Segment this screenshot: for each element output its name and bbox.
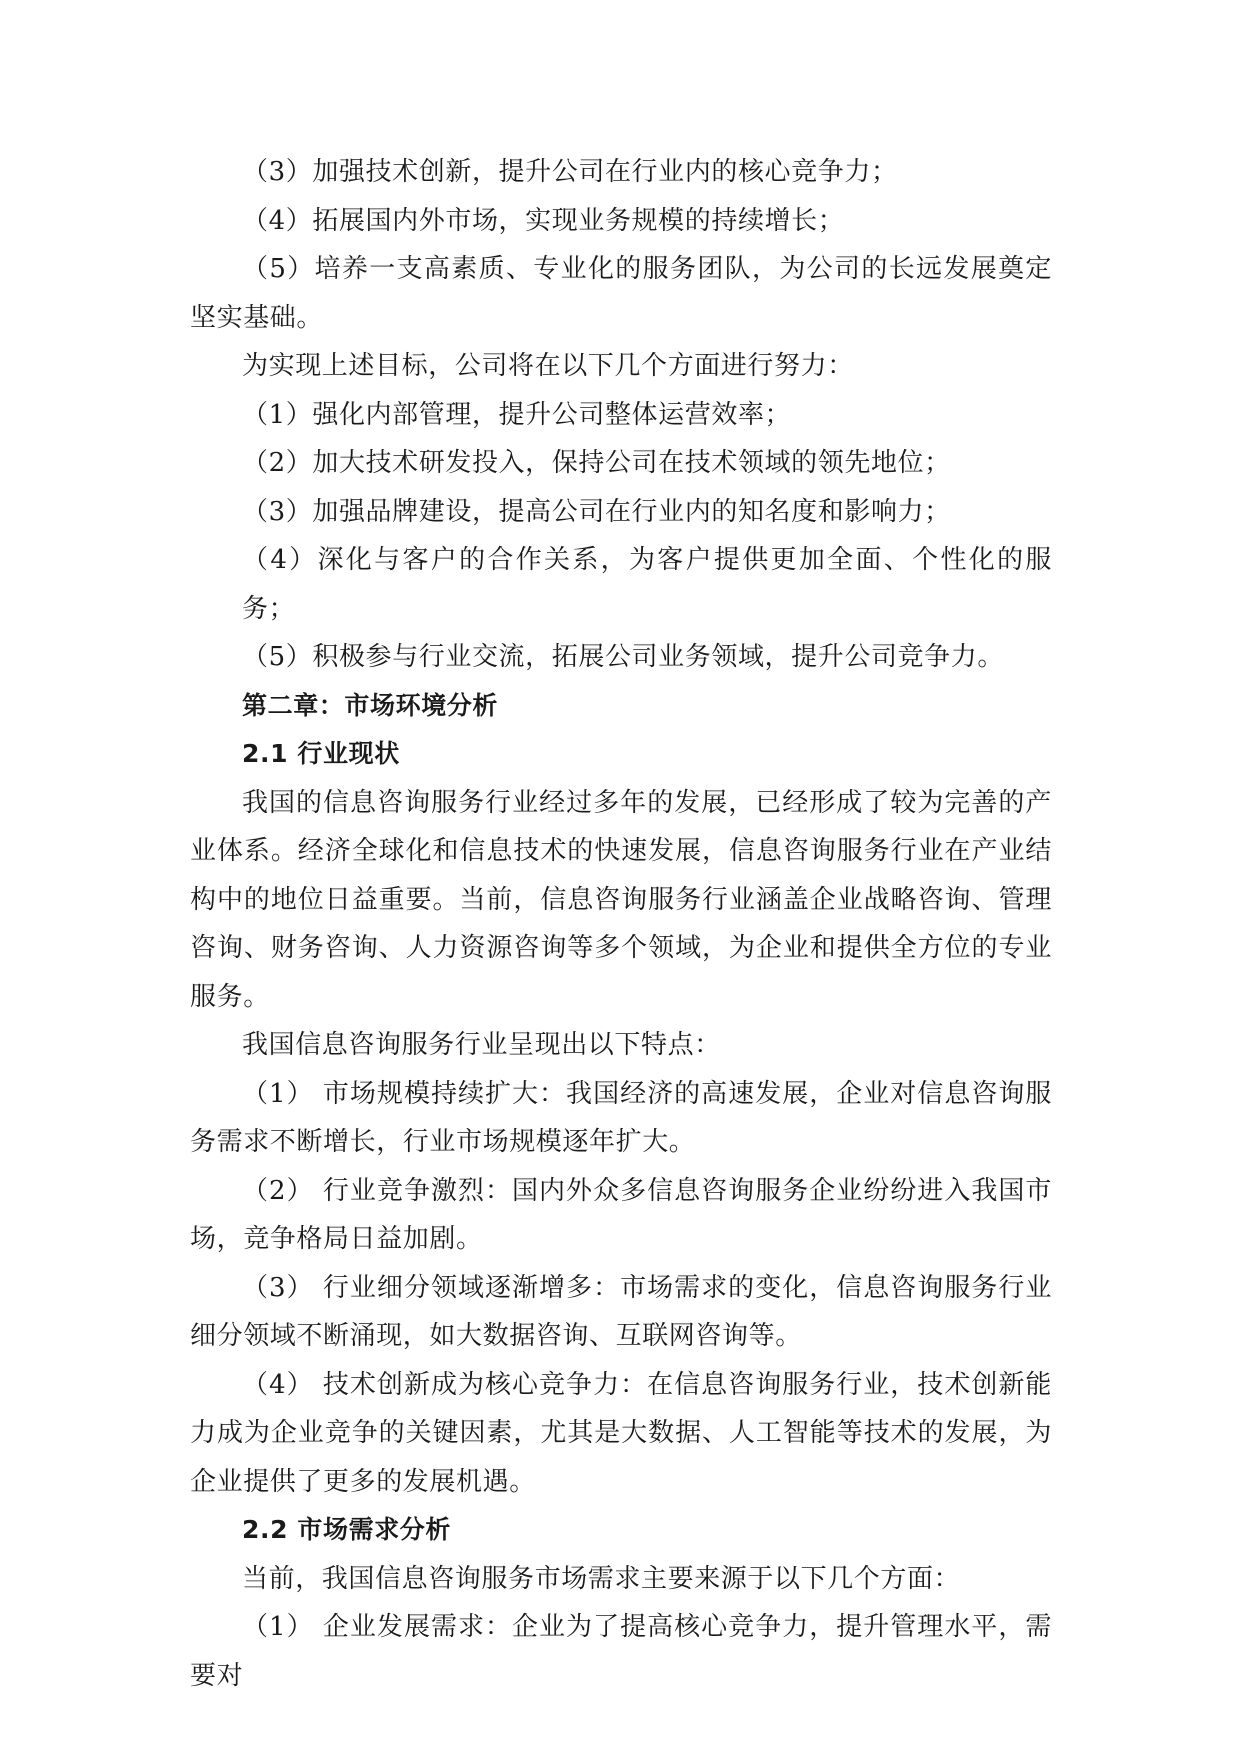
goal-item-5: （5）培养一支高素质、专业化的服务团队，为公司的长远发展奠定坚实基础。 <box>190 254 1052 333</box>
goal-item-4: （4）拓展国内外市场，实现业务规模的持续增长； <box>242 205 845 236</box>
chapter-title: 第二章：市场环境分析 <box>242 690 499 720</box>
document-body <box>190 148 1052 1700</box>
feature-item-3: （3） 行业细分领域逐渐增多：市场需求的变化，信息咨询服务行业细分领域不断涌现，如大数据咨询、互联网咨询等。 <box>190 1272 1052 1351</box>
section-2-1-title: 2.1 行业现状 <box>242 739 400 768</box>
section-2-1-paragraph: 我国的信息咨询服务行业经过多年的发展，已经形成了较为完善的产业体系。经济全球化和信息技术的快速发展，信息咨询服务行业在产业结构中的地位日益重要。当前，信息咨询服务行业涵盖企业战略咨询、管理咨询、财务咨询、人力资源咨询等多个领域，为企业和提供全方位的专业服务。 <box>190 787 1052 1012</box>
effort-item-5: （5）积极参与行业交流，拓展公司业务领域，提升公司竞争力。 <box>242 642 1004 672</box>
efforts-intro: 为实现上述目标，公司将在以下几个方面进行努力： <box>242 351 854 381</box>
effort-item-4: （4）深化与客户的合作关系，为客户提供更加全面、个性化的服务； <box>242 545 1052 624</box>
effort-item-3: （3）加强品牌建设，提高公司在行业内的知名度和影响力； <box>242 496 951 527</box>
effort-item-2: （2）加大技术研发投入，保持公司在技术领域的领先地位； <box>242 448 951 478</box>
feature-item-1: （1） 市场规模持续扩大：我国经济的高速发展，企业对信息咨询服务需求不断增长，行业市场规模逐年扩大。 <box>190 1078 1052 1157</box>
features-intro: 我国信息咨询服务行业呈现出以下特点： <box>242 1030 721 1060</box>
section-2-2-intro: 当前，我国信息咨询服务市场需求主要来源于以下几个方面： <box>242 1563 961 1594</box>
effort-item-1: （1）强化内部管理，提升公司整体运营效率； <box>242 399 792 430</box>
demand-item-1: （1） 企业发展需求：企业为了提高核心竞争力，提升管理水平，需要对 <box>190 1612 1052 1691</box>
feature-item-4: （4） 技术创新成为核心竞争力：在信息咨询服务行业，技术创新能力成为企业竞争的关键因素，尤其是大数据、人工智能等技术的发展，为企业提供了更多的发展机遇。 <box>190 1369 1052 1497</box>
goal-item-3: （3）加强技术创新，提升公司在行业内的核心竞争力； <box>242 157 898 187</box>
feature-item-2: （2） 行业竞争激烈：国内外众多信息咨询服务企业纷纷进入我国市场，竞争格局日益加剧。 <box>190 1175 1052 1254</box>
section-2-2-title: 2.2 市场需求分析 <box>242 1515 451 1544</box>
